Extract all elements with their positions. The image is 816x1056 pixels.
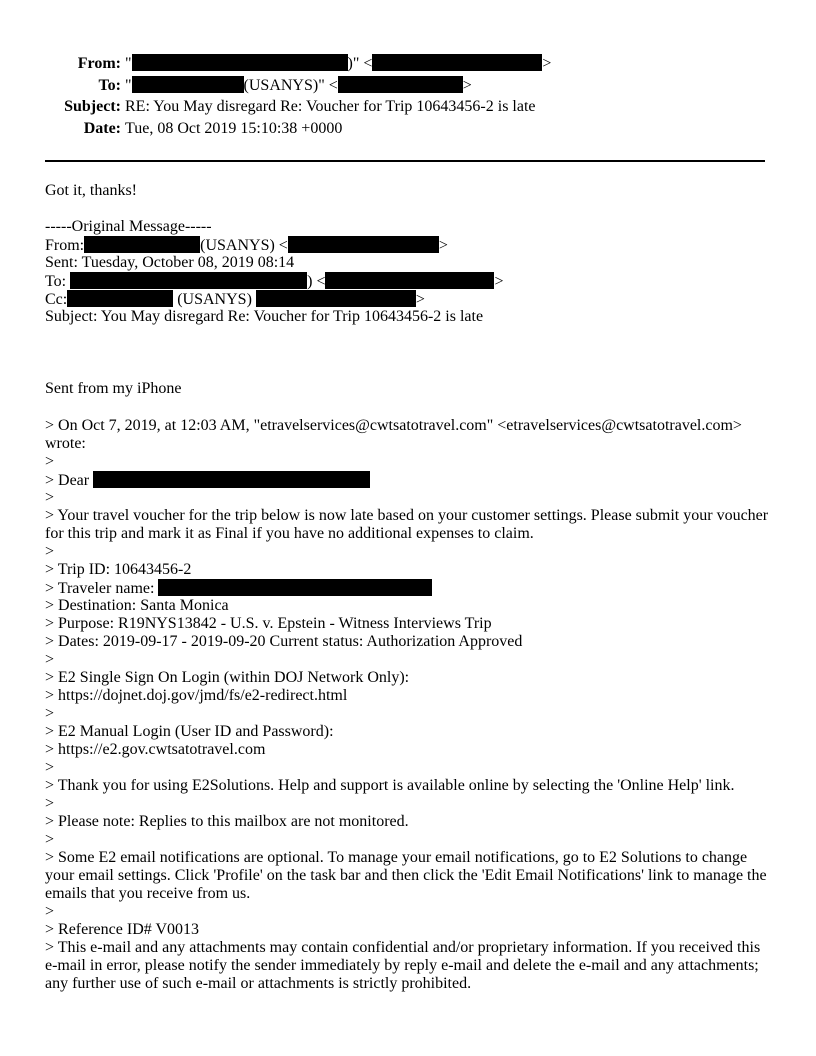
quoted-line: > Some E2 email notifications are optional. To manage your email notifications, go to E2 Solutions to change <box>45 849 748 866</box>
disclaimer-line: e-mail in error, please notify the sender immediately by reply e-mail and delete the e-mail and any attachments; <box>45 957 759 974</box>
redaction <box>132 76 244 93</box>
quoted-line: your email settings. Click 'Profile' on the task bar and then click the 'Edit Email Notifications' link to manage the <box>45 867 767 884</box>
text: (USANYS) <box>173 291 256 308</box>
original-message <box>45 218 780 326</box>
text: > Traveler name: <box>45 580 159 597</box>
redaction <box>325 272 494 289</box>
redaction <box>84 236 200 253</box>
quoted-line: > <box>45 651 55 668</box>
traveler-name <box>45 579 780 597</box>
subject-value: RE: You May disregard Re: Voucher for Trip 10643456-2 is late <box>125 98 536 115</box>
signature: Sent from my iPhone <box>45 380 182 397</box>
text: (USANYS) < <box>200 237 288 254</box>
quoted-dear <box>45 471 780 489</box>
manual-login-link[interactable]: > https://e2.gov.cwtsatotravel.com <box>45 741 266 758</box>
quoted-line: > <box>45 489 55 506</box>
header-from <box>0 54 760 73</box>
subject-label: Subject: <box>64 98 121 115</box>
quoted-line: > <box>45 759 55 776</box>
from-label: From: <box>77 55 121 72</box>
text: > <box>494 273 504 290</box>
text: > <box>542 55 552 72</box>
original-from <box>45 236 780 254</box>
destination: > Destination: Santa Monica <box>45 597 229 614</box>
disclaimer-line: any further use of such e-mail or attachments is strictly prohibited. <box>45 975 472 992</box>
quoted-line: wrote: <box>45 435 86 452</box>
redaction <box>288 236 439 253</box>
dates: > Dates: 2019-09-17 - 2019-09-20 Current status: Authorization Approved <box>45 633 523 650</box>
quoted-line: > Your travel voucher for the trip below is now late based on your customer settings. Please submit your voucher <box>45 507 769 524</box>
quoted-message <box>45 417 780 993</box>
redaction <box>372 54 542 71</box>
reference-id: > Reference ID# V0013 <box>45 921 200 938</box>
quoted-line: > Please note: Replies to this mailbox are not monitored. <box>45 813 409 830</box>
reply-text: Got it, thanks! <box>45 182 137 199</box>
sso-link[interactable]: > https://dojnet.doj.gov/jmd/fs/e2-redirect.html <box>45 687 348 704</box>
original-sent: Sent: Tuesday, October 08, 2019 08:14 <box>45 254 295 271</box>
label: To: <box>45 273 67 290</box>
trip-id: > Trip ID: 10643456-2 <box>45 561 192 578</box>
header-date <box>0 120 760 138</box>
quote: " <box>125 77 132 94</box>
text: ) < <box>307 273 326 290</box>
original-subject: Subject: You May disregard Re: Voucher for Trip 10643456-2 is late <box>45 308 484 325</box>
redaction <box>158 579 432 596</box>
to-label: To: <box>98 77 121 94</box>
quoted-line: > <box>45 795 55 812</box>
header-to <box>0 76 760 95</box>
quoted-line: > On Oct 7, 2019, at 12:03 AM, "etravelservices@cwtsatotravel.com" <etravelservices@cwtsatotravel.com> <box>45 417 742 434</box>
redaction <box>256 290 416 307</box>
date-value: Tue, 08 Oct 2019 15:10:38 +0000 <box>125 120 343 137</box>
label: Cc: <box>45 291 68 308</box>
original-to <box>45 272 780 290</box>
text: )" < <box>347 55 373 72</box>
redaction <box>338 76 463 93</box>
redaction <box>67 290 173 307</box>
text: > <box>415 291 425 308</box>
quoted-line: > Thank you for using E2Solutions. Help and support is available online by selecting the 'Online Help' link. <box>45 777 735 794</box>
text: (USANYS)" < <box>243 77 338 94</box>
divider <box>45 160 765 162</box>
header-subject <box>0 98 760 116</box>
text: > Dear <box>45 472 94 489</box>
redaction <box>132 54 348 71</box>
quoted-line: > <box>45 705 55 722</box>
original-title: -----Original Message----- <box>45 218 212 235</box>
quoted-line: > E2 Single Sign On Login (within DOJ Network Only): <box>45 669 410 686</box>
text: > <box>462 77 472 94</box>
quoted-line: > <box>45 831 55 848</box>
text: > <box>438 237 448 254</box>
quoted-line: > <box>45 903 55 920</box>
purpose: > Purpose: R19NYS13842 - U.S. v. Epstein - Witness Interviews Trip <box>45 615 492 632</box>
quoted-line: > E2 Manual Login (User ID and Password): <box>45 723 334 740</box>
date-label: Date: <box>83 120 121 137</box>
label: From: <box>45 237 85 254</box>
quoted-line: for this trip and mark it as Final if you have no additional expenses to claim. <box>45 525 534 542</box>
redaction <box>70 272 307 289</box>
redaction <box>93 471 370 488</box>
quoted-line: > <box>45 543 55 560</box>
quoted-line: emails that you receive from us. <box>45 885 251 902</box>
original-cc <box>45 290 780 308</box>
disclaimer-line: > This e-mail and any attachments may contain confidential and/or proprietary information. If you received this <box>45 939 761 956</box>
quote: " <box>125 55 132 72</box>
quoted-line: > <box>45 453 55 470</box>
